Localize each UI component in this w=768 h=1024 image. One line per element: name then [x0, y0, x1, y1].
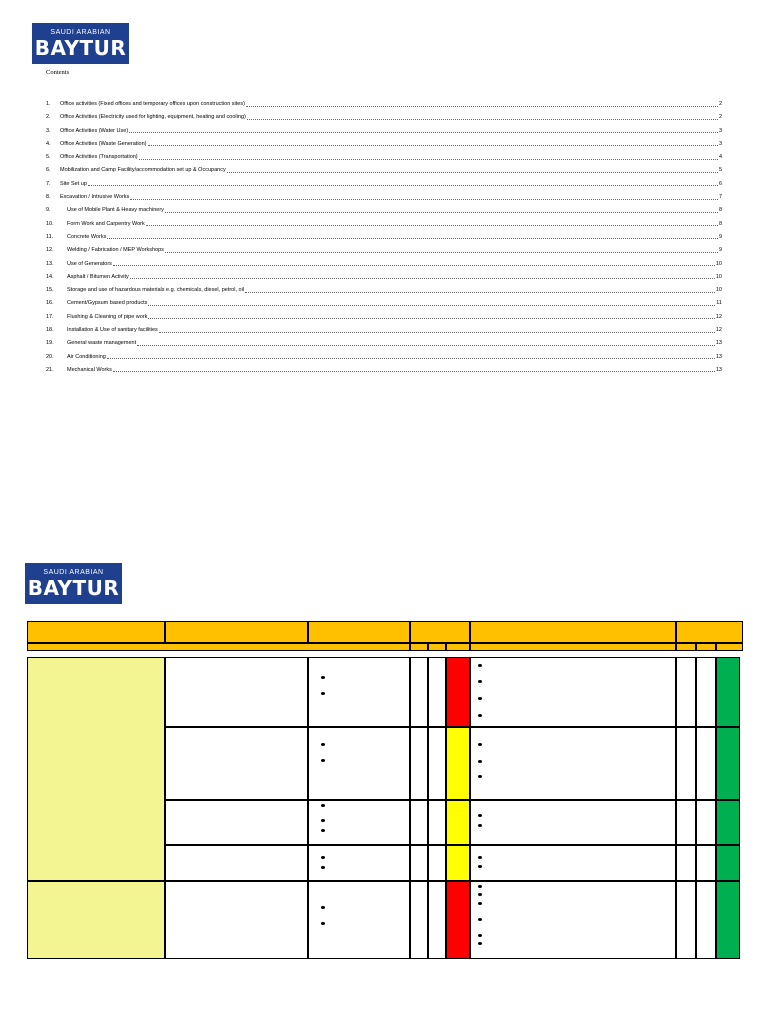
impact-cell — [308, 881, 410, 959]
mitigation-bullet — [478, 680, 482, 683]
impact-cell — [308, 727, 410, 800]
toc-dot-leader — [165, 207, 718, 213]
mitigation-bullet — [478, 664, 482, 667]
toc-entry-number: 9. — [46, 207, 51, 214]
table-subheader-cell — [696, 643, 716, 651]
control-bullet — [321, 856, 325, 859]
toc-entry-title: Office Activities (Waste Generation) — [60, 140, 147, 147]
toc-entry[interactable] — [46, 314, 722, 327]
toc-entry-title: Flushing & Cleaning of pipe work — [67, 313, 148, 320]
mitigation-bullet — [478, 714, 482, 717]
toc-dot-leader — [88, 181, 718, 187]
toc-dot-leader — [130, 274, 715, 280]
toc-entry-title: Site Set up — [60, 180, 87, 187]
residual-likelihood-cell — [676, 845, 696, 881]
toc-entry-number: 12. — [46, 247, 54, 254]
toc-entry-title: Concrete Works — [67, 233, 107, 240]
toc-entry-title: Office Activities (Water Use) — [60, 127, 129, 134]
table-subheader-cell — [676, 643, 696, 651]
control-bullet — [321, 743, 325, 746]
toc-entry-page: 13 — [715, 366, 722, 373]
toc-entry-number: 16. — [46, 300, 54, 307]
toc-entry-title: Office activities (Fixed offices and temporary offices upon construction sites) — [60, 101, 245, 107]
toc-entry-page: 3 — [718, 127, 722, 134]
table-header-cell — [165, 621, 308, 643]
mitigation-bullet — [478, 918, 482, 921]
toc-entry-number: 21. — [46, 366, 54, 373]
toc-dot-leader — [139, 154, 718, 160]
residual-risk-cell — [716, 657, 740, 727]
toc-entry-number: 5. — [46, 154, 51, 161]
toc-entry-page: 5 — [718, 167, 722, 174]
toc-dot-leader — [246, 101, 718, 107]
toc-entry-page: 3 — [718, 140, 722, 147]
toc-entry-number: 8. — [46, 194, 51, 201]
toc-entry[interactable] — [46, 141, 722, 154]
likelihood-cell — [410, 845, 428, 881]
severity-cell — [428, 845, 446, 881]
toc-entry[interactable] — [46, 167, 722, 180]
company-logo-second — [25, 563, 122, 604]
toc-entry-title: Office Activities (Transportation) — [60, 154, 138, 161]
toc-entry-page: 8 — [718, 207, 722, 214]
mitigation-bullet — [478, 856, 482, 859]
aspect-cell — [165, 845, 308, 881]
toc-entry-number: 14. — [46, 273, 54, 280]
control-bullet — [321, 906, 325, 909]
mitigation-bullet — [478, 814, 482, 817]
toc-entry-title: Welding / Fabrication / MEP Workshops — [67, 247, 164, 254]
toc-entry-page: 9 — [718, 233, 722, 240]
activity-cell — [27, 881, 165, 959]
control-bullet — [321, 804, 325, 807]
table-header-cell — [470, 621, 676, 643]
severity-cell — [428, 800, 446, 845]
toc-entry-page: 12 — [715, 327, 722, 334]
toc-entry[interactable] — [46, 287, 722, 300]
toc-dot-leader — [113, 261, 715, 267]
toc-entry-title: Use of Generators — [67, 260, 112, 267]
toc-entry-number: 15. — [46, 287, 54, 294]
mitigation-cell — [470, 845, 676, 881]
aspect-cell — [165, 800, 308, 845]
severity-cell — [428, 881, 446, 959]
toc-dot-leader — [165, 247, 718, 253]
initial-risk-cell — [446, 727, 470, 800]
initial-risk-cell — [446, 881, 470, 959]
likelihood-cell — [410, 727, 428, 800]
toc-dot-leader — [227, 167, 718, 173]
control-bullet — [321, 819, 325, 822]
toc-entry[interactable] — [46, 327, 722, 340]
initial-risk-cell — [446, 800, 470, 845]
toc-dot-leader — [107, 354, 715, 360]
toc-entry-page: 7 — [718, 194, 722, 201]
toc-entry[interactable] — [46, 261, 722, 274]
residual-likelihood-cell — [676, 727, 696, 800]
toc-entry[interactable] — [46, 154, 722, 167]
toc-dot-leader — [146, 221, 718, 227]
mitigation-bullet — [478, 934, 482, 937]
toc-dot-leader — [247, 114, 718, 120]
residual-risk-cell — [716, 881, 740, 959]
toc-entry[interactable] — [46, 207, 722, 220]
toc-entry-number: 10. — [46, 220, 54, 227]
residual-severity-cell — [696, 727, 716, 800]
residual-severity-cell — [696, 881, 716, 959]
impact-cell — [308, 845, 410, 881]
company-logo — [32, 23, 129, 64]
toc-entry-title: General waste management — [67, 340, 137, 347]
control-bullet — [321, 829, 325, 832]
mitigation-bullet — [478, 775, 482, 778]
toc-entry-page: 4 — [718, 154, 722, 161]
toc-entry-page: 2 — [718, 101, 722, 107]
toc-entry-number: 11. — [46, 233, 54, 240]
mitigation-bullet — [478, 760, 482, 763]
residual-severity-cell — [696, 657, 716, 727]
logo-main-text: BAYTUR — [27, 576, 120, 600]
toc-entry[interactable] — [46, 234, 722, 247]
severity-cell — [428, 657, 446, 727]
table-header-cell — [27, 621, 165, 643]
residual-severity-cell — [696, 845, 716, 881]
mitigation-bullet — [478, 743, 482, 746]
mitigation-cell — [470, 800, 676, 845]
toc-dot-leader — [148, 314, 714, 320]
mitigation-bullet — [478, 942, 482, 945]
aspect-cell — [165, 657, 308, 727]
control-bullet — [321, 676, 325, 679]
toc-entry[interactable] — [46, 194, 722, 207]
toc-entry-title: Excavation / Intrusive Works — [60, 194, 130, 201]
mitigation-bullet — [478, 893, 482, 896]
toc-entry-title: Mobilization and Camp Facility/accommodation set up & Occupancy — [60, 167, 226, 174]
likelihood-cell — [410, 657, 428, 727]
toc-entry[interactable] — [46, 101, 722, 114]
logo-top-text: SAUDI ARABIAN — [43, 569, 104, 576]
toc-entry[interactable] — [46, 221, 722, 234]
toc-entry[interactable] — [46, 128, 722, 141]
mitigation-bullet — [478, 697, 482, 700]
toc-entry-page: 10 — [715, 273, 722, 280]
residual-likelihood-cell — [676, 881, 696, 959]
table-header-cell — [410, 621, 470, 643]
aspect-cell — [165, 881, 308, 959]
toc-entry[interactable] — [46, 354, 722, 367]
toc-dot-leader — [107, 234, 718, 240]
control-bullet — [321, 759, 325, 762]
toc-entry[interactable] — [46, 247, 722, 260]
toc-entry[interactable] — [46, 274, 722, 287]
toc-dot-leader — [129, 128, 718, 134]
toc-entry-number: 17. — [46, 313, 54, 320]
residual-likelihood-cell — [676, 657, 696, 727]
control-bullet — [321, 866, 325, 869]
toc-entry-page: 9 — [718, 247, 722, 254]
table-subheader-cell — [27, 643, 410, 651]
toc-entry-number: 2. — [46, 114, 51, 121]
toc-entry-title: Cement/Gypsum based products — [67, 300, 148, 307]
mitigation-bullet — [478, 885, 482, 888]
toc-entry-page: 12 — [715, 313, 722, 320]
control-bullet — [321, 922, 325, 925]
table-header-cell — [676, 621, 743, 643]
table-of-contents — [46, 101, 722, 380]
toc-entry-page: 13 — [715, 340, 722, 347]
mitigation-bullet — [478, 824, 482, 827]
toc-entry-page: 6 — [718, 180, 722, 187]
toc-entry[interactable] — [46, 300, 722, 313]
toc-entry-page: 11 — [716, 300, 722, 307]
mitigation-cell — [470, 881, 676, 959]
toc-entry-page: 8 — [718, 220, 722, 227]
risk-assessment-table — [27, 621, 743, 959]
toc-entry-number: 4. — [46, 140, 51, 147]
toc-dot-leader — [137, 340, 715, 346]
toc-entry-number: 7. — [46, 180, 51, 187]
table-subheader-cell — [428, 643, 446, 651]
logo-top-text: SAUDI ARABIAN — [50, 29, 111, 36]
toc-entry-title: Air Conditioning — [67, 353, 106, 360]
toc-entry-title: Office Activities (Electricity used for lighting, equipment, heating and cooling) — [60, 114, 246, 121]
mitigation-bullet — [478, 902, 482, 905]
toc-entry-title: Mechanical Works — [67, 366, 112, 373]
activity-cell — [27, 657, 165, 881]
residual-severity-cell — [696, 800, 716, 845]
toc-entry-title: Asphalt / Bitumen Activity — [67, 273, 129, 280]
residual-risk-cell — [716, 845, 740, 881]
toc-entry-number: 13. — [46, 260, 54, 267]
toc-dot-leader — [159, 327, 715, 333]
initial-risk-cell — [446, 657, 470, 727]
mitigation-cell — [470, 727, 676, 800]
mitigation-cell — [470, 657, 676, 727]
residual-risk-cell — [716, 800, 740, 845]
toc-dot-leader — [113, 367, 715, 373]
toc-entry-page: 2 — [718, 114, 722, 121]
residual-risk-cell — [716, 727, 740, 800]
toc-entry[interactable] — [46, 367, 722, 380]
likelihood-cell — [410, 800, 428, 845]
table-subheader-cell — [410, 643, 428, 651]
toc-entry-number: 3. — [46, 127, 51, 134]
toc-dot-leader — [148, 141, 718, 147]
mitigation-bullet — [478, 865, 482, 868]
toc-entry[interactable] — [46, 340, 722, 353]
initial-risk-cell — [446, 845, 470, 881]
toc-entry-page: 10 — [715, 287, 722, 294]
residual-likelihood-cell — [676, 800, 696, 845]
logo-main-text: BAYTUR — [34, 36, 127, 60]
control-bullet — [321, 692, 325, 695]
contents-title: Contents — [46, 69, 70, 76]
toc-dot-leader — [130, 194, 718, 200]
toc-entry-number: 6. — [46, 167, 51, 174]
table-subheader-cell — [446, 643, 470, 651]
table-subheader-cell — [716, 643, 743, 651]
toc-entry-number: 20. — [46, 353, 54, 360]
toc-entry-title: Installation & Use of sanitary facilities — [67, 327, 158, 334]
toc-entry-number: 19. — [46, 340, 54, 347]
toc-entry-page: 13 — [715, 353, 722, 360]
toc-entry[interactable] — [46, 181, 722, 194]
severity-cell — [428, 727, 446, 800]
toc-entry-title: Storage and use of hazardous materials e.g. chemicals, diesel, petrol, oil — [67, 287, 245, 294]
toc-entry-number: 1. — [46, 101, 51, 107]
toc-entry[interactable] — [46, 114, 722, 127]
likelihood-cell — [410, 881, 428, 959]
table-header-cell — [308, 621, 410, 643]
toc-entry-title: Use of Mobile Plant & Heavy machinery — [67, 207, 164, 214]
toc-dot-leader — [245, 287, 715, 293]
aspect-cell — [165, 727, 308, 800]
table-subheader-cell — [470, 643, 676, 651]
toc-entry-title: Form Work and Carpentry Work — [67, 220, 145, 227]
toc-entry-number: 18. — [46, 327, 54, 334]
toc-entry-page: 10 — [715, 260, 722, 267]
toc-dot-leader — [148, 300, 715, 306]
